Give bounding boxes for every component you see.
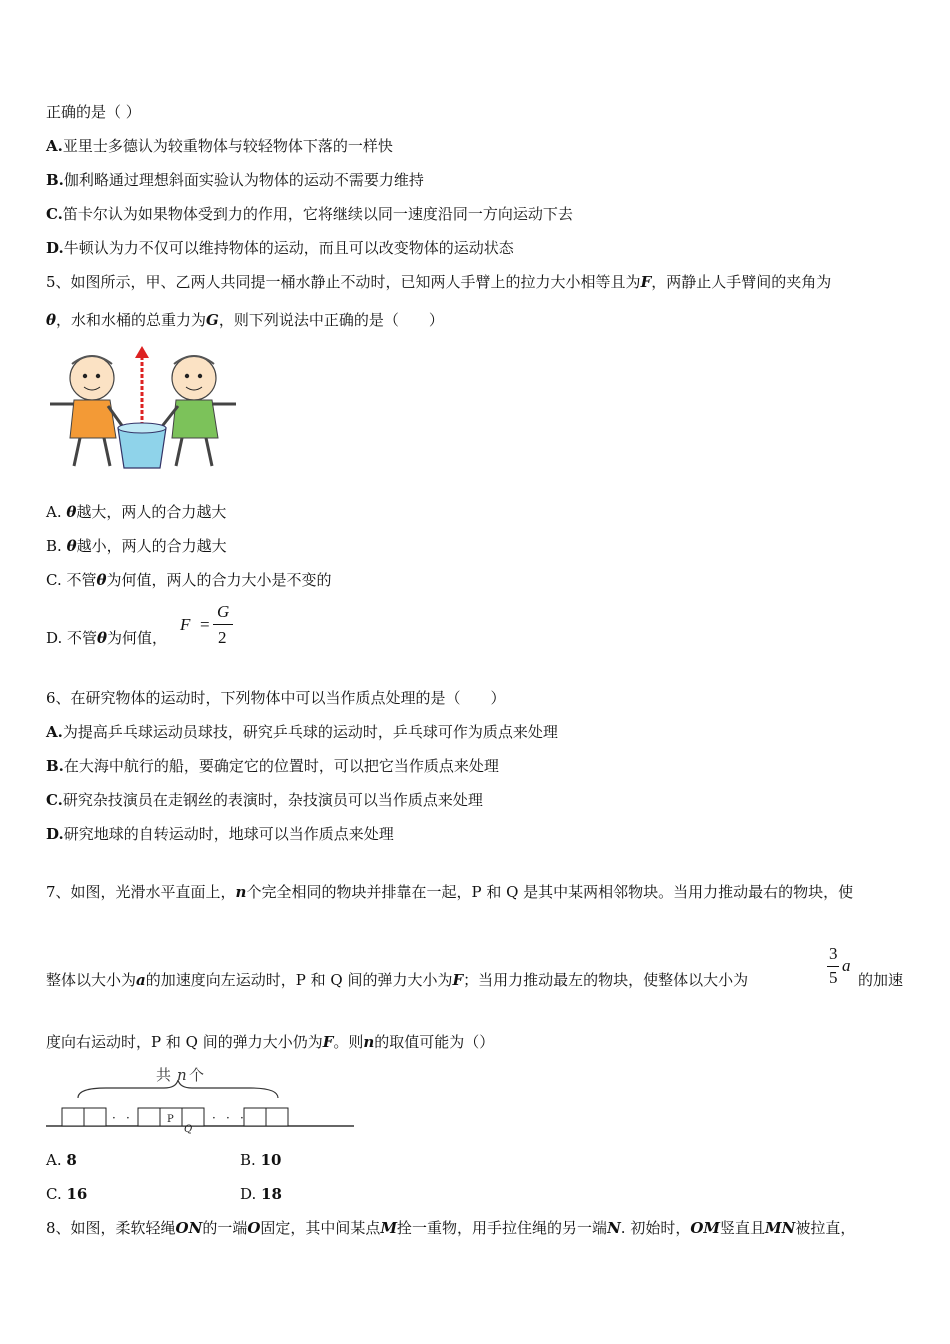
q5-option-c: C. 不管θ为何值，两人的合力大小是不变的 — [46, 571, 332, 589]
svg-text:·: · — [126, 1111, 130, 1125]
q7-fraction-denominator: 5 — [829, 968, 838, 987]
svg-text:·: · — [240, 1111, 244, 1125]
q7-fraction-variable: a — [842, 956, 851, 975]
block-q-label: Q — [184, 1124, 193, 1135]
q5-option-d: D. 不管θ为何值， — [46, 629, 168, 647]
q7-option-c: C. 16 — [46, 1185, 88, 1203]
q5-stem-line2: θ，水和水桶的总重力为G，则下列说法中正确的是（ ） — [46, 311, 444, 329]
q7-stem-line2: 整体以大小为a的加速度向左运动时，P 和 Q 间的弹力大小为F；当用力推动最左的物块，使整体以大小为 — [46, 971, 749, 989]
blocks-count-label-b: 个 — [189, 1066, 205, 1084]
blocks-count-label-a: 共 — [156, 1066, 172, 1084]
q4-option-c: C.笛卡尔认为如果物体受到力的作用，它将继续以同一速度沿同一方向运动下去 — [46, 205, 573, 223]
svg-text:·: · — [226, 1111, 230, 1125]
svg-text:·: · — [212, 1111, 216, 1125]
formula-numerator: G — [217, 602, 230, 621]
q6-option-c: C.研究杂技演员在走钢丝的表演时，杂技演员可以当作质点来处理 — [46, 791, 483, 809]
block — [266, 1108, 288, 1126]
q4-lead: 正确的是（ ） — [46, 103, 141, 121]
q7-fraction — [826, 944, 856, 992]
formula-equals: = — [200, 615, 210, 634]
q7-option-d: D. 18 — [240, 1185, 282, 1203]
blocks-count-label-n: n — [177, 1066, 187, 1084]
block — [138, 1108, 160, 1126]
block-p-label: P — [167, 1114, 174, 1125]
two-people-lifting-bucket-illustration — [46, 342, 242, 474]
q6-stem: 6、在研究物体的运动时，下列物体中可以当作质点处理的是（ ） — [46, 689, 506, 707]
q4-option-a: A.亚里士多德认为较重物体与较轻物体下落的一样快 — [46, 137, 393, 155]
q7-option-b: B. 10 — [240, 1151, 282, 1169]
q4-option-b: B.伽利略通过理想斜面实验认为物体的运动不需要力维持 — [46, 171, 424, 189]
q8-stem: 8、如图，柔软轻绳ON的一端O固定，其中间某点M拴一重物，用手拉住绳的另一端N. 初始时，OM竖直且MN被拉直， — [46, 1219, 856, 1237]
formula-f: F — [180, 615, 191, 634]
q7-stem-line1: 7、如图，光滑水平直面上，n个完全相同的物块并排靠在一起，P 和 Q 是其中某两相邻物块。当用力推动最右的物块，使 — [46, 883, 854, 901]
q4-option-d: D.牛顿认为力不仅可以维持物体的运动，而且可以改变物体的运动状态 — [46, 239, 514, 257]
q5-option-b: B. θ越小，两人的合力越大 — [46, 537, 227, 555]
q7-fraction-bar — [827, 966, 839, 967]
q7-option-a: A. 8 — [46, 1151, 77, 1169]
formula-denominator: 2 — [218, 628, 227, 647]
q7-stem-line3: 度向右运动时，P 和 Q 间的弹力大小仍为F。则n的取值可能为（） — [46, 1033, 495, 1051]
formula-fraction-bar — [213, 624, 233, 625]
q5-option-a: A. θ越大，两人的合力越大 — [46, 503, 227, 521]
block — [62, 1108, 84, 1126]
q5-formula — [180, 602, 240, 650]
q7-fraction-numerator: 3 — [829, 944, 838, 963]
blocks-row-diagram — [46, 1060, 358, 1136]
q6-option-b: B.在大海中航行的船，要确定它的位置时，可以把它当作质点来处理 — [46, 757, 499, 775]
block — [84, 1108, 106, 1126]
svg-text:·: · — [112, 1111, 116, 1125]
q6-option-a: A.为提高乒乓球运动员球技，研究乒乓球的运动时，乒乓球可作为质点来处理 — [46, 723, 558, 741]
block — [244, 1108, 266, 1126]
q6-option-d: D.研究地球的自转运动时，地球可以当作质点来处理 — [46, 825, 394, 843]
q7-stem-line2-end: 的加速 — [858, 971, 904, 989]
q5-stem-line1: 5、如图所示，甲、乙两人共同提一桶水静止不动时，已知两人手臂上的拉力大小相等且为F，两静止人手臂间的夹角为 — [46, 273, 832, 291]
